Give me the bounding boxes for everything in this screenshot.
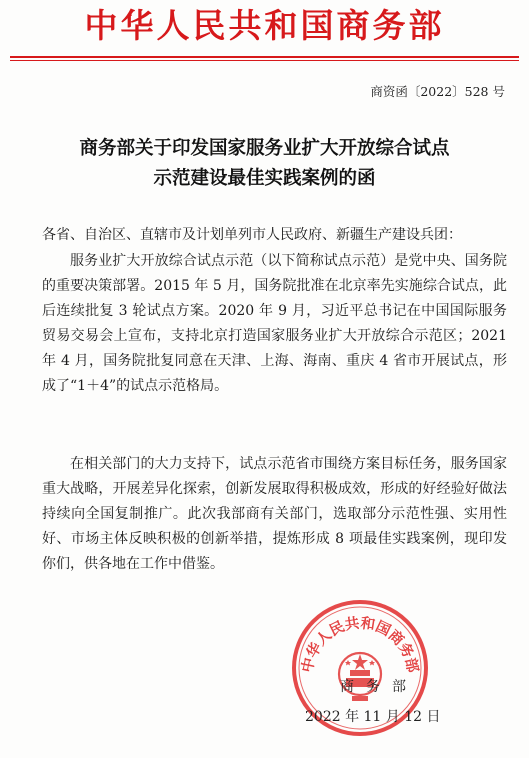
seal-lettering: 中华人民共和国商务部 — [299, 615, 421, 674]
body-paragraph-1: 服务业扩大开放综合试点示范（以下简称试点示范）是党中央、国务院的重要决策部署。2015 年 5 月，国务院批准在北京率先实施综合试点，此后连续批复 3 轮试点方案。2020 年 9 月，习近平总书记在中国国际服务贸易交易会上宣布，支持北京打造国家服务业扩大开放综合示范区；2021 年 4 月，国务院批复同意在天津、上海、海南、重庆 4 省市开展试点，形成了“1＋4”的试点示范格局。 — [42, 253, 507, 394]
signature-organization: 商务部 — [340, 679, 418, 695]
header-rule-thick — [10, 56, 519, 58]
salutation: 各省、自治区、直辖市及计划单列市人民政府、新疆生产建设兵团： — [42, 227, 462, 243]
signature-date: 2022 年 11 月 12 日 — [305, 709, 441, 725]
document-title-line2: 示范建设最佳实践案例的函 — [153, 168, 376, 189]
body-paragraph-2: 在相关部门的大力支持下，试点示范省市围绕方案目标任务，服务国家重大战略，开展差异化探索，创新发展取得积极成效，形成的好经验好做法持续向全国复制推广。此次我部商有关部门，选取部分示范性强、实用性好、市场主体反映积极的创新举措，提炼形成 8 项最佳实践案例，现印发你们，供各地在工作中借鉴。 — [42, 456, 507, 572]
document-number: 商资函〔2022〕528 号 — [370, 84, 505, 99]
document-title-line1: 商务部关于印发国家服务业扩大开放综合试点 — [79, 138, 450, 159]
header-rule-thin — [10, 60, 519, 61]
issuing-authority-header: 中华人民共和国商务部 — [84, 6, 445, 45]
